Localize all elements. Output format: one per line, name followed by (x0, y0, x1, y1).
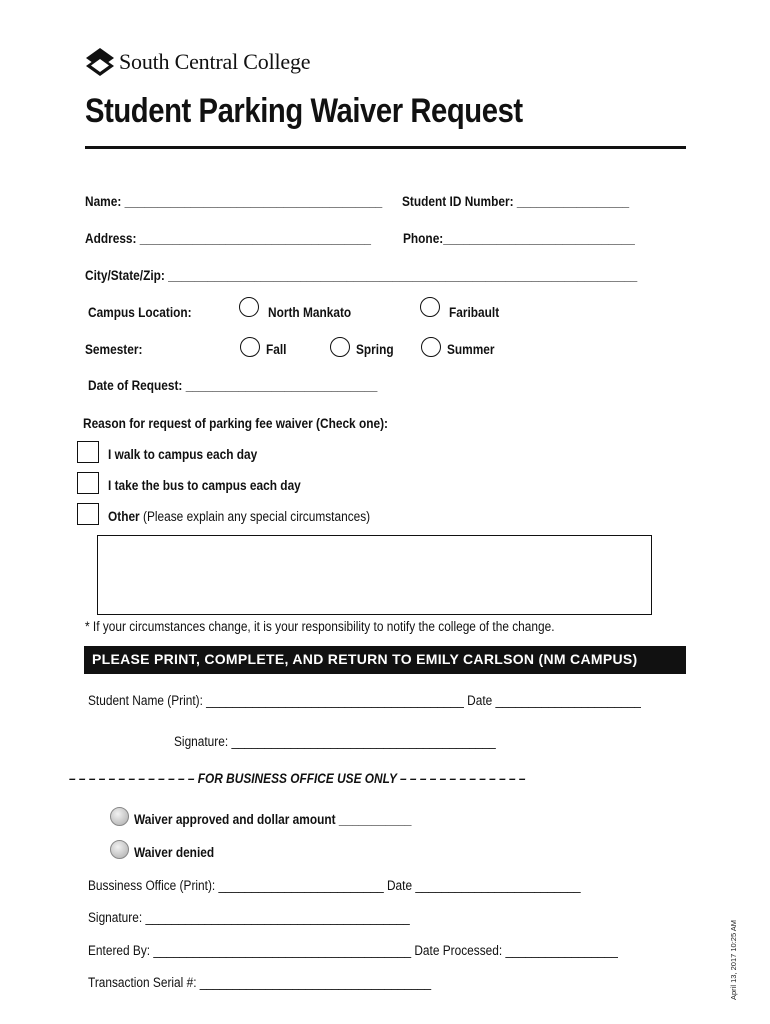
walk-label: I walk to campus each day (108, 447, 258, 462)
college-logo-icon (85, 47, 115, 77)
summer-label: Summer (447, 342, 495, 357)
student-name-print-field[interactable]: Student Name (Print): _______________________________________ Date ______________________ (88, 693, 641, 708)
waiver-approved-radio[interactable] (110, 807, 129, 826)
bus-label: I take the bus to campus each day (108, 478, 301, 493)
fall-label: Fall (266, 342, 287, 357)
business-office-divider: – – – – – – – – – – – – – FOR BUSINESS OFFICE USE ONLY – – – – – – – – – – – – – (69, 771, 526, 786)
north-mankato-label: North Mankato (268, 305, 352, 320)
reason-heading: Reason for request of parking fee waiver (Check one): (83, 416, 389, 431)
waiver-approved-field[interactable]: Waiver approved and dollar amount ___________ (134, 812, 412, 827)
other-checkbox[interactable] (77, 503, 99, 525)
transaction-serial-field[interactable]: Transaction Serial #: ___________________________________ (88, 975, 432, 990)
faribault-label: Faribault (449, 305, 500, 320)
circumstances-note: * If your circumstances change, it is your responsibility to notify the college of the change. (85, 619, 555, 634)
other-label (108, 509, 370, 524)
semester-label: Semester: (85, 342, 143, 357)
date-of-request-field[interactable]: Date of Request: _____________________________ (88, 378, 378, 393)
college-name: South Central College (119, 49, 311, 74)
address-field[interactable]: Address: ___________________________________ (85, 231, 372, 246)
walk-checkbox[interactable] (77, 441, 99, 463)
other-label-bold: Other (108, 509, 140, 524)
title-divider (85, 146, 686, 149)
student-id-field[interactable]: Student ID Number: _________________ (402, 194, 630, 209)
return-instructions-banner (84, 646, 686, 674)
student-signature-field[interactable]: Signature: ________________________________________ (174, 734, 496, 749)
phone-field[interactable]: Phone:_____________________________ (403, 231, 635, 246)
spring-label: Spring (356, 342, 394, 357)
bus-checkbox[interactable] (77, 472, 99, 494)
waiver-denied-radio[interactable] (110, 840, 129, 859)
entered-by-field[interactable]: Entered By: _______________________________________ Date Processed: _________________ (88, 943, 618, 958)
page-title: Student Parking Waiver Request (85, 92, 523, 130)
college-logo (85, 47, 310, 77)
other-label-rest: (Please explain any special circumstances) (139, 509, 371, 524)
print-timestamp: April 13, 2017 10:25 AM (729, 919, 738, 1000)
return-instructions-text: PLEASE PRINT, COMPLETE, AND RETURN TO EMILY CARLSON (NM CAMPUS) (92, 651, 638, 667)
name-field[interactable]: Name: _______________________________________ (85, 194, 383, 209)
summer-radio[interactable] (421, 337, 441, 357)
business-office-print-field[interactable]: Bussiness Office (Print): _________________________ Date _________________________ (88, 878, 581, 893)
other-explanation-textarea[interactable] (97, 535, 652, 615)
waiver-denied-label: Waiver denied (134, 845, 215, 860)
faribault-radio[interactable] (420, 297, 440, 317)
fall-radio[interactable] (240, 337, 260, 357)
business-signature-field[interactable]: Signature: ________________________________________ (88, 910, 410, 925)
campus-location-label: Campus Location: (88, 305, 192, 320)
city-state-zip-field[interactable]: City/State/Zip: _______________________________________________________________________ (85, 268, 638, 283)
north-mankato-radio[interactable] (239, 297, 259, 317)
spring-radio[interactable] (330, 337, 350, 357)
